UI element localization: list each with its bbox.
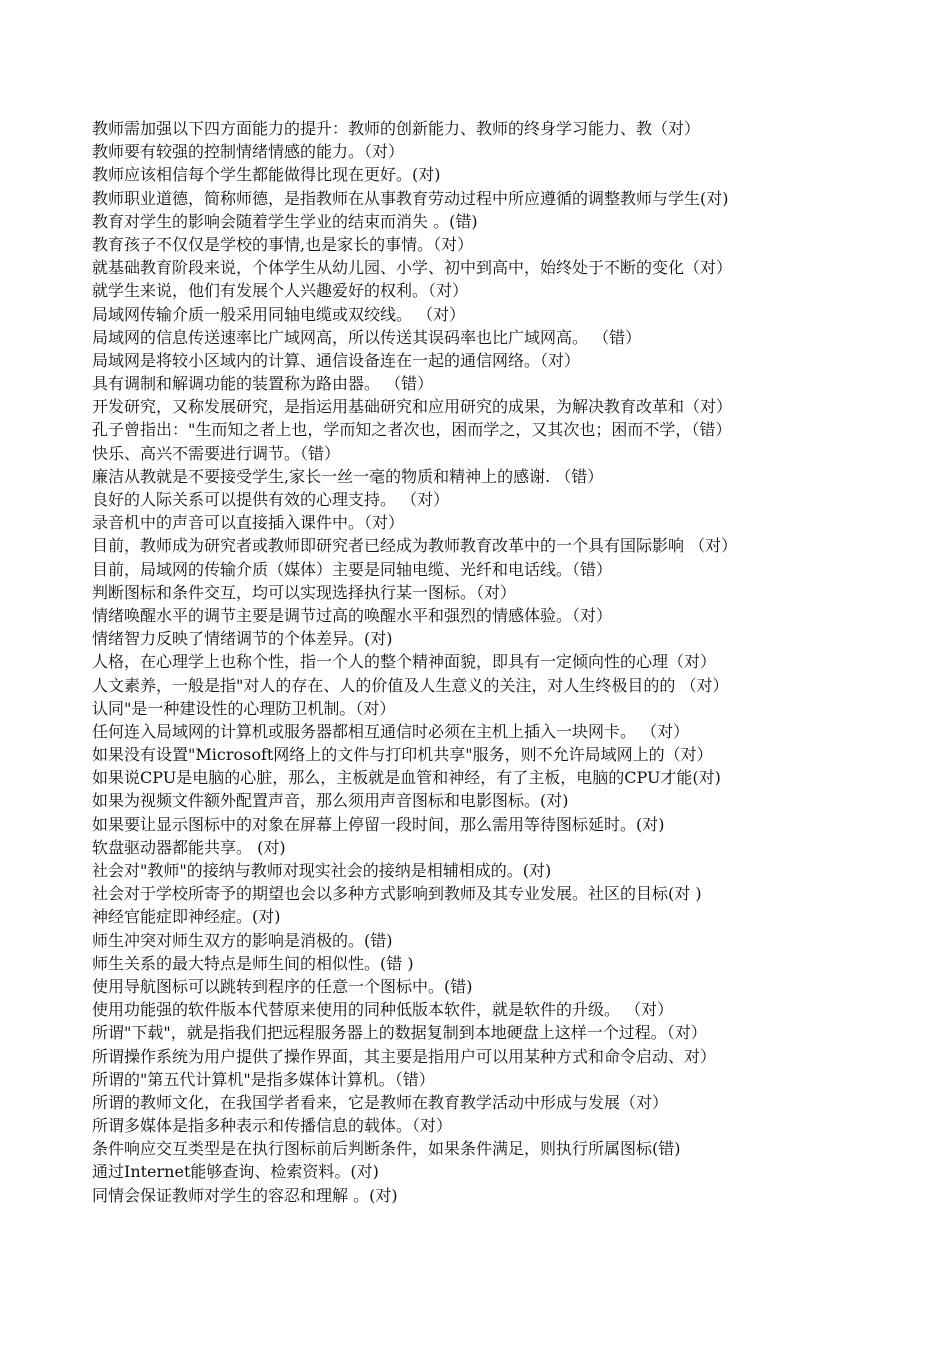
text-line: 情绪唤醒水平的调节主要是调节过高的唤醒水平和强烈的情感体验。（对） xyxy=(92,605,613,625)
text-line: 教育孩子不仅仅是学校的事情,也是家长的事情。（对） xyxy=(92,234,474,254)
text-line: 局域网是将较小区域内的计算、通信设备连在一起的通信网络。（对） xyxy=(92,350,581,370)
text-line: 条件响应交互类型是在执行图标前后判断条件，如果条件满足，则执行所属图标(错) xyxy=(92,1139,681,1159)
text-line: 任何连入局域网的计算机或服务器都相互通信时必须在主机上插入一块网卡。 （对） xyxy=(92,721,690,741)
text-line: 所谓的"第五代计算机"是指多媒体计算机。（错） xyxy=(92,1069,435,1089)
text-line: 局域网传输介质一般采用同轴电缆或双绞线。 （对） xyxy=(92,304,466,324)
text-line: 所谓操作系统为用户提供了操作界面，其主要是指用户可以用某种方式和命令启动、对） xyxy=(92,1046,717,1066)
text-line: 师生冲突对师生双方的影响是消极的。(错) xyxy=(92,930,393,950)
text-line: 开发研究，又称发展研究，是指运用基础研究和应用研究的成果，为解决教育改革和（对） xyxy=(92,397,733,417)
text-line: 廉洁从教就是不要接受学生,家长一丝一毫的物质和精神上的感谢. （错） xyxy=(92,466,604,486)
text-line: 认同"是一种建设性的心理防卫机制。（对） xyxy=(92,698,396,718)
text-line: 师生关系的最大特点是师生间的相似性。(错 ) xyxy=(92,953,414,973)
text-line: 孔子曾指出："生而知之者上也，学而知之者次也，困而学之，又其次也；困而不学，（错） xyxy=(92,420,732,440)
text-line: 情绪智力反映了情绪调节的个体差异。(对) xyxy=(92,629,393,649)
text-line: 人格，在心理学上也称个性，指一个人的整个精神面貌，即具有一定倾向性的心理（对） xyxy=(92,652,717,672)
text-line: 目前，局域网的传输介质（媒体）主要是同轴电缆、光纤和电话线。（错） xyxy=(92,559,613,579)
text-line: 社会对于学校所寄予的期望也会以多种方式影响到教师及其专业发展。社区的目标(对 ) xyxy=(92,884,702,904)
text-line: 使用功能强的软件版本代替原来使用的同种低版本软件，就是软件的升级。 （对） xyxy=(92,1000,674,1020)
text-line: 使用导航图标可以跳转到程序的任意一个图标中。(错) xyxy=(92,976,473,996)
text-line: 就基础教育阶段来说，个体学生从幼儿园、小学、初中到高中，始终处于不断的变化（对） xyxy=(92,258,733,278)
text-line: 良好的人际关系可以提供有效的心理支持。 （对） xyxy=(92,490,450,509)
text-line: 神经官能症即神经症。(对) xyxy=(92,907,281,927)
text-line: 具有调制和解调功能的装置称为路由器。 （错） xyxy=(92,374,434,394)
text-line: 所谓的教师文化，在我国学者看来，它是教师在教育教学活动中形成与发展（对） xyxy=(92,1092,669,1112)
text-line: 软盘驱动器都能共享。 (对) xyxy=(92,837,286,857)
text-line: 就学生来说，他们有发展个人兴趣爱好的权利。（对） xyxy=(92,281,469,301)
text-lines xyxy=(92,117,872,1207)
text-line: 教育对学生的影响会随着学生学业的结束而消失 。(错) xyxy=(92,211,478,231)
text-line: 如果要让显示图标中的对象在屏幕上停留一段时间，那么需用等待图标延时。(对) xyxy=(92,814,665,834)
text-line: 录音机中的声音可以直接插入课件中。（对） xyxy=(92,513,405,533)
text-line: 通过Internet能够查询、检索资料。(对) xyxy=(92,1162,379,1182)
text-line: 人文素养，一般是指"对人的存在、人的价值及人生意义的关注，对人生终极目的的 （对） xyxy=(92,675,729,695)
text-line: 所谓多媒体是指多种表示和传播信息的载体。（对） xyxy=(92,1116,453,1136)
text-line: 教师职业道德，简称师德，是指教师在从事教育劳动过程中所应遵循的调整教师与学生(对) xyxy=(92,188,729,208)
text-line: 目前，教师成为研究者或教师即研究者已经成为教师教育改革中的一个具有国际影响 （对） xyxy=(92,536,738,556)
text-line: 社会对"教师"的接纳与教师对现实社会的接纳是相辅相成的。(对) xyxy=(92,861,552,880)
text-line: 快乐、高兴不需要进行调节。（错） xyxy=(92,443,341,463)
text-line: 如果没有设置"Microsoft网络上的文件与打印机共享"服务，则不允许局域网上的（对） xyxy=(92,745,713,765)
text-line: 同情会保证教师对学生的容忍和理解 。(对) xyxy=(92,1185,398,1205)
text-line: 所谓"下载"，就是指我们把远程服务器上的数据复制到本地硬盘上这样一个过程。（对） xyxy=(92,1023,707,1043)
text-line: 教师要有较强的控制情绪情感的能力。（对） xyxy=(92,142,405,162)
text-line: 教师需加强以下四方面能力的提升：教师的创新能力、教师的终身学习能力、教（对） xyxy=(92,119,701,138)
text-line: 如果说CPU是电脑的心脏，那么，主板就是血管和神经，有了主板，电脑的CPU才能(对) xyxy=(92,768,721,788)
text-line: 如果为视频文件额外配置声音，那么须用声音图标和电影图标。(对) xyxy=(92,791,569,811)
text-line: 局域网的信息传送速率比广域网高，所以传送其误码率也比广域网高。 （错） xyxy=(92,327,642,347)
text-line: 教师应该相信每个学生都能做得比现在更好。(对) xyxy=(92,165,441,185)
text-line: 判断图标和条件交互，均可以实现选择执行某一图标。（对） xyxy=(92,582,517,602)
